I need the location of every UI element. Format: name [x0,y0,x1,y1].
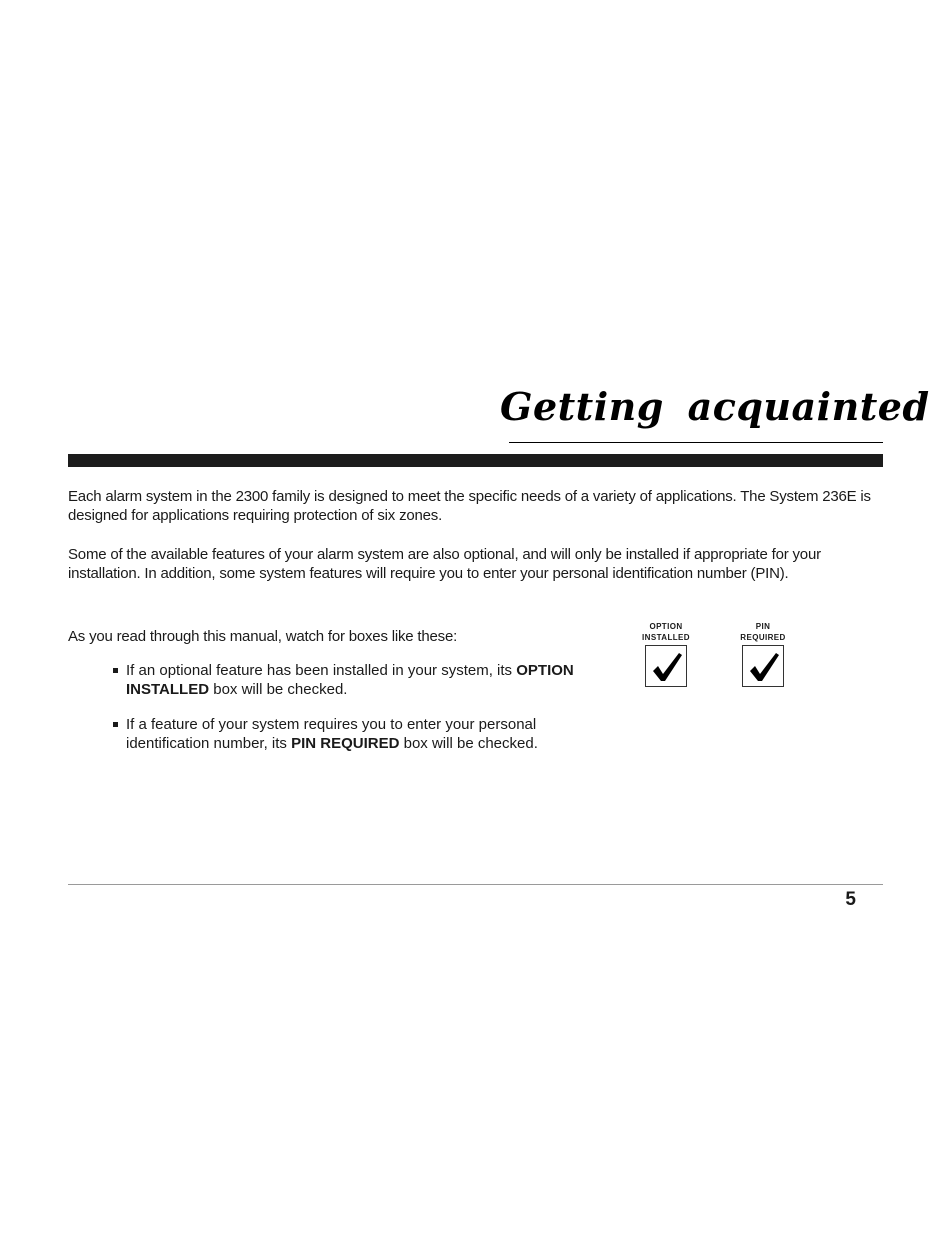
feature-box-list [112,661,602,769]
bullet-text-before: If an optional feature has been installed in your system, its [126,662,517,679]
list-item [112,715,602,753]
check-label-line2: REQUIRED [740,633,786,642]
bullet-text-after: box will be checked. [209,681,348,698]
check-label-line2: INSTALLED [642,633,690,642]
page-number: 5 [845,889,856,910]
title-underline [509,442,883,443]
check-label [723,621,803,645]
option-installed-indicator [626,621,706,687]
bullet-text-after: box will be checked. [399,735,538,752]
intro-paragraph-3: As you read through this manual, watch for boxes like these: [68,628,458,645]
intro-paragraph-2: Some of the available features of your alarm system are also optional, and will only be installed if appropriate for your installation. In addition, some system features will require you to enter your personal identification number (PIN). [68,546,821,582]
intro-paragraph-1: Each alarm system in the 2300 family is designed to meet the specific needs of a variety of applications. The System 236E is designed for applications requiring protection of six zones. [68,488,871,524]
check-label-line1: PIN [755,622,771,631]
list-item [112,661,602,699]
bullet-square-icon [113,668,118,673]
check-label [626,621,706,645]
bullet-bold-term: OPTION INSTALLED [126,662,574,698]
section-divider-bar [68,454,883,467]
bullet-bold-term: PIN REQUIRED [291,735,400,752]
check-label-line1: OPTION [649,622,683,631]
bullet-square-icon [113,722,118,727]
pin-required-checkbox [742,645,784,687]
checkmark-icon [747,650,781,684]
page-title: Getting acquainted [500,384,930,429]
option-installed-checkbox [645,645,687,687]
pin-required-indicator [723,621,803,687]
bullet-text-before: If a feature of your system requires you to enter your personal identification number, its [126,716,537,752]
checkmark-icon [650,650,684,684]
footer-divider [68,884,883,885]
